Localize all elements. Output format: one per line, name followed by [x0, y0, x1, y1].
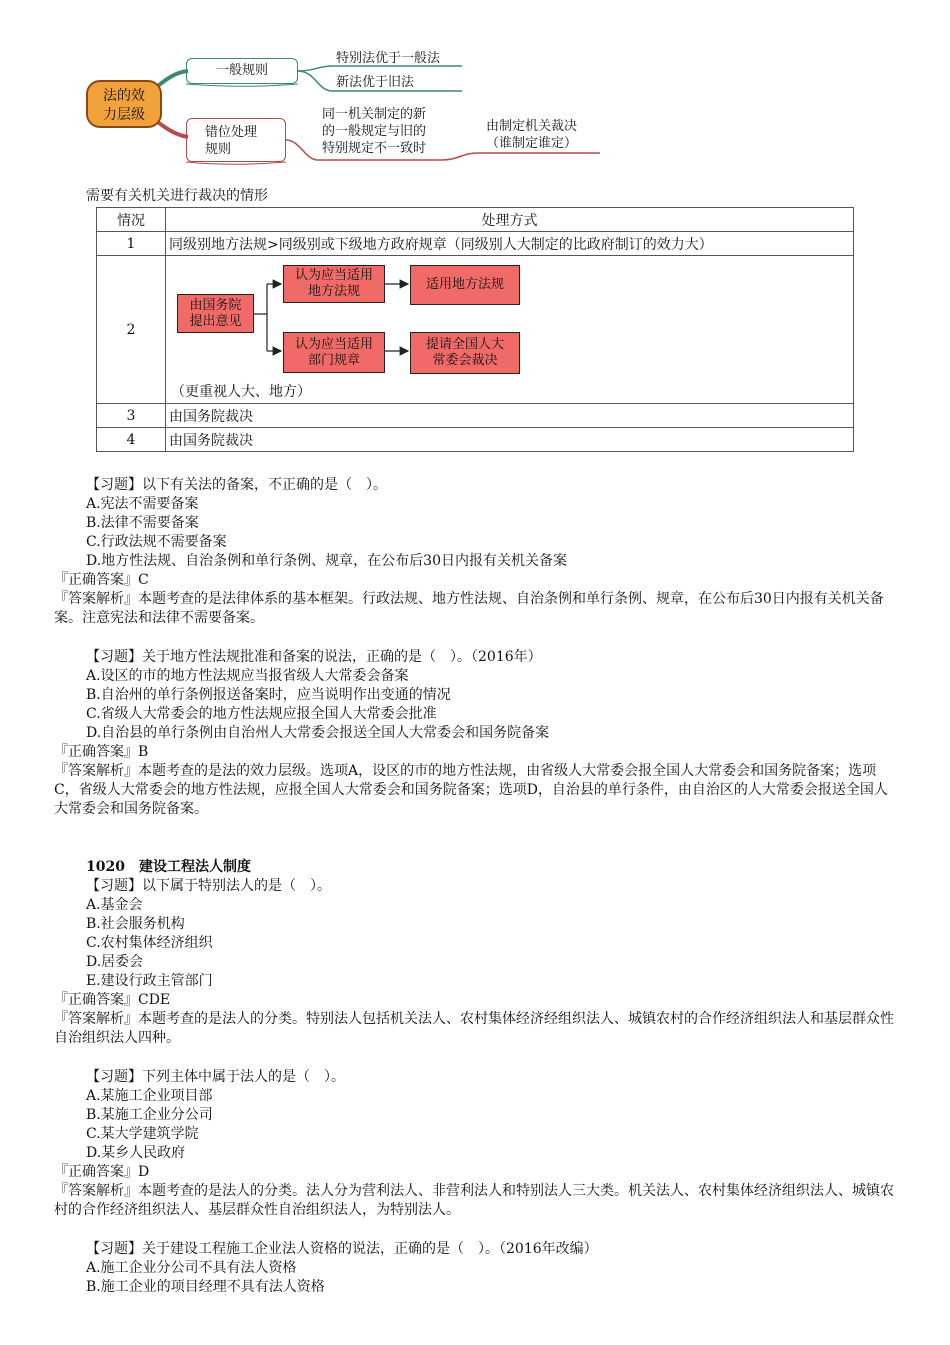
flow-note: （更重视人大、地方） — [171, 384, 311, 400]
mind-map-result: 由制定机关裁决 （谁制定谁定） — [486, 119, 578, 151]
answer: 『正确答案』C — [54, 572, 149, 588]
option: D.自治县的单行条例由自治州人大常委会报送全国人大常委会和国务院备案 — [86, 725, 550, 741]
option: B.法律不需要备案 — [86, 515, 199, 531]
table-title: 需要有关机关进行裁决的情形 — [86, 188, 268, 204]
option: B.施工企业的项目经理不具有法人资格 — [86, 1279, 325, 1295]
option: C.某大学建筑学院 — [86, 1126, 199, 1142]
mind-map-branch-general-rule: 一般规则 — [186, 58, 298, 84]
header-method: 处理方式 — [166, 208, 854, 232]
question-stem: 【习题】以下属于特别法人的是（ ）。 — [86, 878, 331, 894]
flow-top-end-box: 适用地方法规 — [410, 265, 520, 305]
mind-map-leaf-special-law: 特别法优于一般法 — [336, 51, 441, 66]
row-flowchart-cell — [166, 256, 854, 404]
option: D.某乡人民政府 — [86, 1145, 186, 1161]
option: A.基金会 — [86, 897, 143, 913]
answer: 『正确答案』D — [54, 1164, 150, 1180]
option: A.宪法不需要备案 — [86, 496, 199, 512]
option: B.自治州的单行条例报送备案时，应当说明作出变通的情况 — [86, 687, 451, 703]
question-stem: 【习题】关于建设工程施工企业法人资格的说法，正确的是（ ）。（2016年改编） — [86, 1241, 598, 1257]
option: B.社会服务机构 — [86, 916, 185, 932]
answer: 『正确答案』B — [54, 744, 149, 760]
row-number: 4 — [97, 428, 166, 452]
option: C.行政法规不需要备案 — [86, 534, 227, 550]
question-stem: 【习题】关于地方性法规批准和备案的说法，正确的是（ ）。（2016年） — [86, 649, 542, 665]
row-text: 由国务院裁决 — [166, 428, 854, 452]
table-row — [97, 256, 854, 404]
analysis: 『答案解析』本题考查的是法人的分类。法人分为营利法人、非营利法人和特别法人三大类。机关法人、农村集体经济组织法人、城镇农村的合作经济组织法人、基层群众性自治组织法人，为特别法人。 — [54, 1183, 894, 1218]
flow-bottom-end-box: 提请全国人大 常委会裁决 — [410, 332, 520, 374]
option: E.建设行政主管部门 — [86, 973, 213, 989]
flow-bottom-mid-box: 认为应当适用 部门规章 — [283, 332, 385, 373]
option: D.居委会 — [86, 954, 144, 970]
analysis: 『答案解析』本题考查的是法人的分类。特别法人包括机关法人、农村集体经济经组织法人、城镇农村的合作经济组织法人和基层群众性自治组织法人四种。 — [54, 1011, 894, 1046]
table-row — [97, 428, 854, 452]
mind-map-condition: 同一机关制定的新 的一般规定与旧的 特别规定不一致时 — [322, 107, 427, 156]
mind-map-leaf-new-law: 新法优于旧法 — [336, 75, 415, 90]
question-stem: 【习题】下列主体中属于法人的是（ ）。 — [86, 1069, 345, 1085]
option: A.施工企业分公司不具有法人资格 — [86, 1260, 297, 1276]
option: C.农村集体经济组织 — [86, 935, 213, 951]
flowchart — [169, 256, 849, 403]
row-number: 1 — [97, 232, 166, 256]
section-title: 1020 建设工程法人制度 — [86, 859, 251, 875]
analysis: 『答案解析』本题考查的是法律体系的基本框架。行政法规、地方性法规、自治条例和单行条例、规章，在公布后30日内报有关机关备案。注意宪法和法律不需要备案。 — [54, 591, 884, 626]
row-number: 3 — [97, 404, 166, 428]
option: A.某施工企业项目部 — [86, 1088, 213, 1104]
analysis: 『答案解析』本题考查的是法的效力层级。选项A，设区的市的地方性法规，由省级人大常委会报全国人大常委会和国务院备案；选项C，省级人大常委会的地方性法规，应报全国人大常委会和国务院备案；选项D，自治县的单行条件，由自治区的人大常委会报送全国人大常委会和国务院备案。 — [54, 763, 888, 817]
answer: 『正确答案』CDE — [54, 992, 171, 1008]
mind-map-branch-dislocation-rule: 错位处理 规则 — [186, 118, 286, 162]
table-row — [97, 404, 854, 428]
option: D.地方性法规、自治条例和单行条例、规章，在公布后30日内报有关机关备案 — [86, 553, 567, 569]
table-row — [97, 232, 854, 256]
option: C.省级人大常委会的地方性法规应报全国人大常委会批准 — [86, 706, 437, 722]
mind-map-center: 法的效 力层级 — [86, 80, 162, 128]
question-stem: 【习题】以下有关法的备案，不正确的是（ ）。 — [86, 477, 387, 493]
flow-top-mid-box: 认为应当适用 地方法规 — [283, 265, 385, 303]
option: A.设区的市的地方性法规应当报省级人大常委会备案 — [86, 668, 409, 684]
table-header-row — [97, 208, 854, 232]
row-text: 同级别地方法规>同级别或下级地方政府规章（同级别人大制定的比政府制订的效力大） — [166, 232, 854, 256]
ruling-table — [96, 207, 854, 452]
row-text: 由国务院裁决 — [166, 404, 854, 428]
option: B.某施工企业分公司 — [86, 1107, 213, 1123]
row-number: 2 — [97, 256, 166, 404]
header-situation: 情况 — [97, 208, 166, 232]
flow-start-box: 由国务院 提出意见 — [177, 294, 254, 333]
